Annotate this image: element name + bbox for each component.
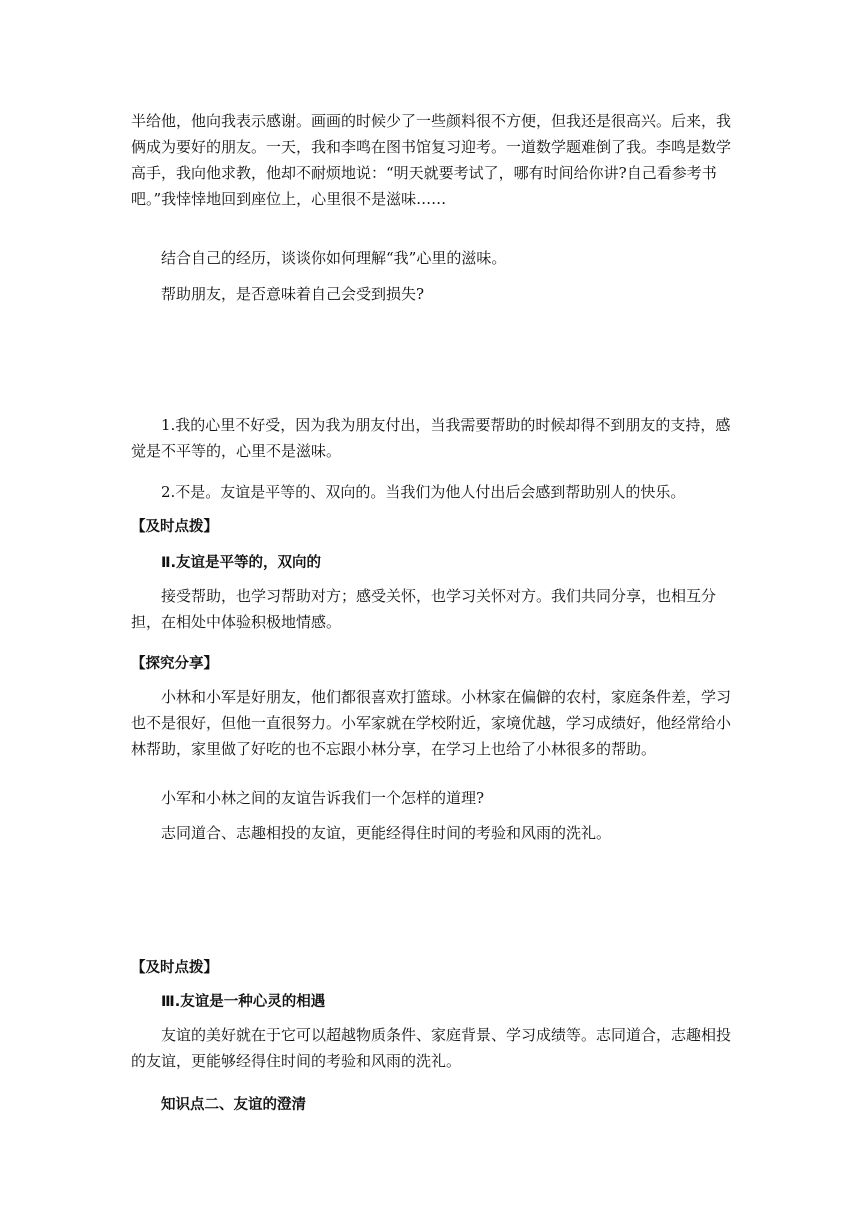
answer-one: 1.我的心里不好受，因为我为朋友付出，当我需要帮助的时候却得不到朋友的支持，感觉是不平等的，心里不是滋味。 bbox=[131, 416, 731, 460]
section-heading-explore: 【探究分享】 bbox=[131, 656, 218, 672]
point-three-heading: Ⅲ.友谊是一种心灵的相遇 bbox=[161, 994, 326, 1010]
section-heading-tip-1: 【及时点拨】 bbox=[131, 519, 218, 535]
knowledge-point-two-heading: 知识点二、友谊的澄清 bbox=[161, 1097, 306, 1113]
point-two-body: 接受帮助，也学习帮助对方；感受关怀，也学习关怀对方。我们共同分享，也相互分担，在相处中体验积极地情感。 bbox=[131, 587, 717, 631]
explore-story-paragraph: 小林和小军是好朋友，他们都很喜欢打篮球。小林家在偏僻的农村，家庭条件差，学习也不是很好，但他一直很努力。小军家就在学校附近，家境优越，学习成绩好，他经常给小林帮助，家里做了好吃的也不忘跟小林分享，在学习上也给了小林很多的帮助。 bbox=[131, 688, 732, 758]
story-continuation-paragraph: 半给他，他向我表示感谢。画画的时候少了一些颜料很不方便，但我还是很高兴。后来，我俩成为要好的朋友。一天，我和李鸣在图书馆复习迎考。一道数学题难倒了我。李鸣是数学高手，我向他求教，他却不耐烦地说：“明天就要考试了，哪有时间给你讲?自己看参考书吧。”我悻悻地回到座位上，心里很不是滋味…… bbox=[131, 112, 732, 208]
answer-two: 2.不是。友谊是平等的、双向的。当我们为他人付出后会感到帮助别人的快乐。 bbox=[161, 483, 686, 501]
question-two: 帮助朋友，是否意味着自己会受到损失? bbox=[161, 285, 425, 303]
point-two-heading: Ⅱ.友谊是平等的，双向的 bbox=[161, 555, 322, 571]
explore-answer: 志同道合、志趣相投的友谊，更能经得住时间的考验和风雨的洗礼。 bbox=[161, 824, 612, 842]
section-heading-tip-2: 【及时点拨】 bbox=[131, 960, 218, 976]
question-one: 结合自己的经历，谈谈你如何理解“我”心里的滋味。 bbox=[161, 249, 507, 267]
explore-question: 小军和小林之间的友谊告诉我们一个怎样的道理? bbox=[161, 789, 485, 807]
point-three-body: 友谊的美好就在于它可以超越物质条件、家庭背景、学习成绩等。志同道合，志趣相投的友谊，更能够经得住时间的考验和风雨的洗礼。 bbox=[131, 1026, 732, 1070]
